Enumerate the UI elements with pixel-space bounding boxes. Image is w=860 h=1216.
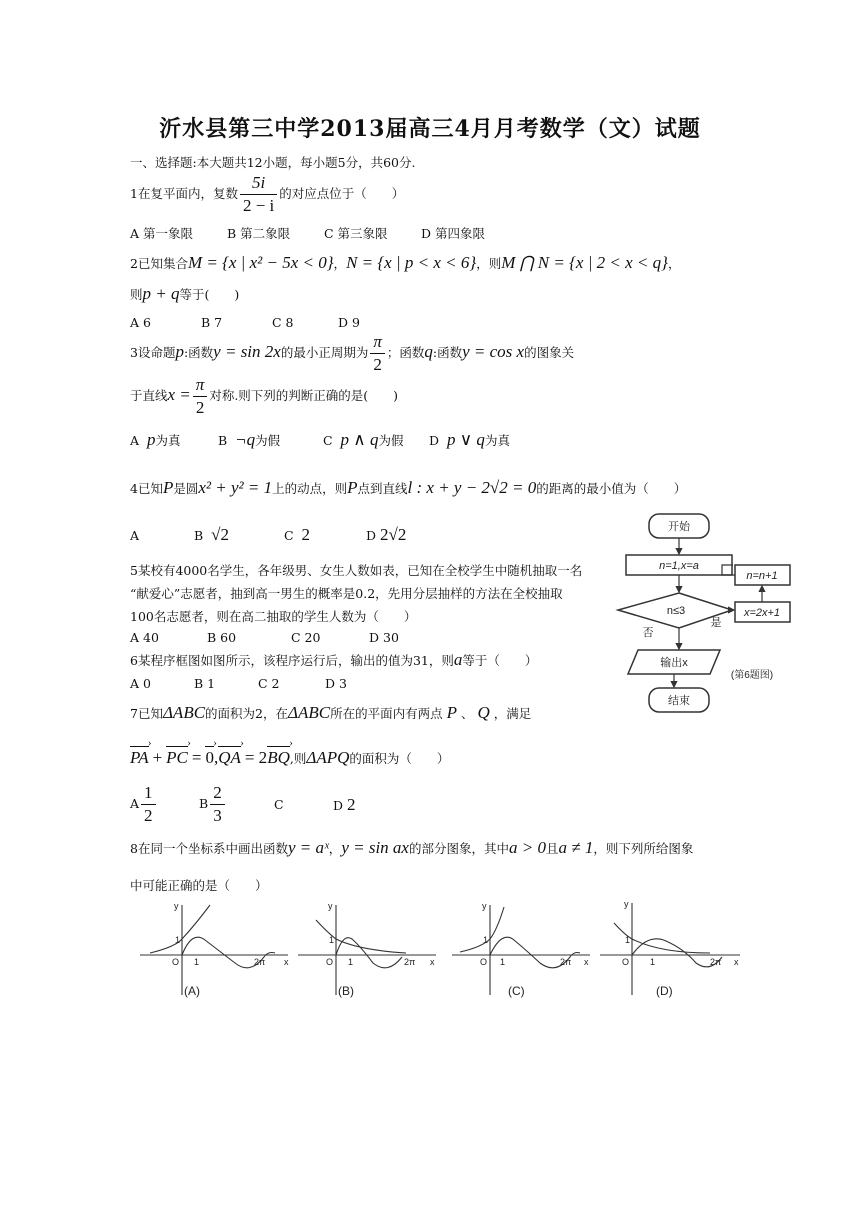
- flow-yes-label: 是: [710, 617, 722, 629]
- q5-line-3: 100名志愿者，则在高二抽取的学生人数为（ ）: [130, 609, 417, 624]
- q7-sep: 、: [460, 706, 474, 721]
- question-3: [130, 331, 574, 376]
- q5-line-2: “献爱心”志愿者，抽到高一男生的概率是0.2，先用分层抽样的方法在全校抽取: [130, 586, 563, 601]
- q6-a: a: [453, 650, 463, 669]
- q3-mid-2: ；函数: [386, 345, 425, 360]
- q3-colon-2: :函数: [432, 345, 463, 360]
- q4-suffix: 的距离的最小值为（ ）: [536, 481, 687, 496]
- flow-step1-label: n=n+1: [746, 570, 778, 582]
- q2-set-m: M = {x | x² − 5x < 0}: [187, 253, 334, 272]
- flowchart: [612, 508, 792, 718]
- q3-p: p: [175, 342, 184, 361]
- q7-p: P: [446, 703, 457, 722]
- q2-mid: ，则: [476, 256, 502, 271]
- q6-options: [130, 676, 347, 691]
- q7-q: Q: [477, 703, 490, 722]
- q3-function-2: y = cos x: [462, 342, 525, 361]
- q7-mid-2: 所在的平面内有两点: [330, 706, 443, 721]
- graph-b-two-pi: 2π: [404, 957, 416, 967]
- q3-option-d-label: D: [429, 433, 440, 448]
- flow-init-label: n=1,x=a: [659, 560, 699, 572]
- q2-option-c[interactable]: C 8: [272, 315, 294, 330]
- q4-mid-1: 是圆: [173, 481, 199, 496]
- q7-prefix: 7已知: [130, 706, 163, 721]
- graph-b-one-x: 1: [348, 957, 354, 967]
- graph-b-label: (B): [338, 984, 354, 998]
- q7-triangle-apq: ΔAPQ: [306, 748, 350, 767]
- q3-prefix: 3设命题: [130, 345, 176, 360]
- q5-options: [130, 630, 399, 645]
- q1-option-c[interactable]: C 第三象限: [324, 226, 388, 241]
- q1-option-d[interactable]: D 第四象限: [421, 226, 485, 241]
- q2-comma: ，: [333, 256, 347, 271]
- q3-mid-1: 的最小正周期为: [280, 345, 369, 360]
- question-1: [130, 172, 404, 217]
- q7-option-b-den: 3: [213, 806, 222, 825]
- q7-option-b[interactable]: [199, 782, 274, 827]
- q7-option-d-label: D: [333, 797, 344, 813]
- q4-option-c-label: C: [284, 528, 294, 543]
- q8-function-1: y = aˣ: [287, 838, 329, 857]
- q3-option-d-math: p ∨ q: [446, 430, 485, 449]
- flow-start-label: 开始: [668, 521, 690, 533]
- q3-option-a-math: p: [146, 430, 156, 449]
- q2-options: [130, 315, 360, 330]
- q3-option-a-text: 为真: [155, 433, 181, 448]
- q7-vector-qa: QA ›: [218, 748, 241, 768]
- graph-c-two-pi: 2π: [560, 957, 572, 967]
- q7-option-d[interactable]: [333, 795, 356, 815]
- q7-option-d-math: 2: [347, 794, 356, 814]
- graph-b[interactable]: [298, 901, 436, 998]
- graph-a-x-label: x: [284, 957, 289, 967]
- q3-line2-den: 2: [195, 398, 205, 417]
- q7-option-c-label: C: [274, 797, 284, 812]
- q7-equals: =: [191, 748, 202, 767]
- q2-prefix: 2已知集合: [130, 256, 188, 271]
- q1-options: [130, 224, 485, 242]
- q8-mid: 的部分图象，其中: [408, 841, 509, 856]
- q3-line2-prefix: 于直线: [130, 388, 168, 403]
- flow-condition-label: n≤3: [666, 605, 686, 617]
- graph-a-label: (A): [184, 984, 200, 998]
- q4-option-d[interactable]: [366, 525, 406, 545]
- q7-equals-2: = 2: [244, 748, 268, 767]
- q5-option-b[interactable]: B 60: [207, 630, 237, 645]
- q8-and: 且: [545, 841, 559, 856]
- question-6: [130, 650, 537, 670]
- q6-option-d[interactable]: D 3: [325, 676, 347, 691]
- question-3-line2: [130, 374, 398, 419]
- graph-a-y-label: y: [174, 901, 179, 911]
- q2-set-n: N = {x | p < x < 6}: [346, 253, 477, 272]
- q2-line2-suffix: 等于( ): [179, 287, 240, 302]
- graph-d-x-label: x: [734, 957, 739, 967]
- q2-option-b[interactable]: B 7: [201, 315, 223, 330]
- q7-option-a-fraction: [141, 782, 156, 827]
- q3-option-b[interactable]: [218, 430, 323, 450]
- question-2-line2: [130, 284, 239, 304]
- q3-option-c-math: p ∧ q: [340, 430, 379, 449]
- q4-option-d-label: D: [366, 528, 377, 543]
- q4-option-b-label: B: [194, 528, 204, 543]
- question-4: [130, 478, 686, 498]
- q7-option-c[interactable]: [274, 797, 333, 812]
- q8-function-2: y = sin ax: [341, 838, 409, 857]
- q4-options: [130, 525, 406, 545]
- q3-option-d[interactable]: [429, 430, 510, 450]
- q3-colon-1: :函数: [183, 345, 214, 360]
- q4-option-c-math: 2: [301, 525, 311, 544]
- q1-denominator: 2 − i: [242, 196, 275, 215]
- q3-fraction-num: π: [370, 331, 385, 354]
- q8-comma: ，: [328, 841, 342, 856]
- q7-option-b-fraction: [210, 782, 225, 827]
- q4-option-b-math: √2: [211, 525, 229, 544]
- q7-options: [130, 782, 356, 827]
- graph-d[interactable]: [600, 899, 740, 998]
- graph-a-one: 1: [175, 935, 181, 945]
- graph-a-two-pi: 2π: [254, 957, 266, 967]
- graph-c[interactable]: [452, 901, 590, 998]
- q7-option-a-den: 2: [144, 806, 153, 825]
- q8-graphs: [130, 895, 750, 1005]
- q3-option-b-text: 为假: [255, 433, 281, 448]
- q8-condition-2: a ≠ 1: [558, 838, 594, 857]
- q3-options: [130, 430, 510, 450]
- graph-d-origin: O: [622, 957, 630, 967]
- flow-caption: (第6题图): [730, 670, 774, 681]
- flow-no-label: 否: [642, 627, 654, 639]
- q3-fraction: [370, 331, 385, 376]
- q2-end: ，: [667, 256, 681, 271]
- q7-option-a-num: 1: [141, 782, 156, 805]
- graph-b-sin-curve: [336, 938, 402, 968]
- q4-option-c[interactable]: [284, 525, 366, 545]
- q8-line-2: 中可能正确的是（ ）: [130, 878, 268, 893]
- q7-mid-1: 的面积为2，在: [205, 706, 289, 721]
- q3-option-c-label: C: [323, 433, 333, 448]
- q3-option-a-label: A: [130, 433, 140, 448]
- q1-suffix: 的对应点位于（ ）: [279, 186, 405, 201]
- q4-mid-3: 点到直线: [357, 481, 408, 496]
- question-8: [130, 838, 693, 858]
- q7-suffix: ，满足: [493, 706, 532, 721]
- q5-option-c[interactable]: C 20: [291, 630, 321, 645]
- q3-line2-suffix: 对称.则下列的判断正确的是( ): [209, 388, 399, 403]
- question-2: [130, 253, 680, 273]
- q5-option-a[interactable]: A 40: [130, 630, 159, 645]
- q3-fraction-den: 2: [373, 355, 382, 374]
- q3-option-d-text: 为真: [484, 433, 510, 448]
- q1-fraction: [240, 172, 277, 217]
- q4-option-b[interactable]: [194, 525, 284, 545]
- graph-c-y-label: y: [482, 901, 487, 911]
- graph-c-x-label: x: [584, 957, 589, 967]
- q1-numerator: 5i: [240, 172, 277, 195]
- question-7: [130, 703, 531, 723]
- q4-option-d-math: 2√2: [380, 525, 407, 544]
- q6-prefix: 6某程序框图如图所示，该程序运行后，输出的值为31，则: [130, 653, 454, 668]
- q8-prefix: 8在同一个坐标系中画出函数: [130, 841, 288, 856]
- q4-p: P: [162, 478, 174, 497]
- q3-function-1: y = sin 2x: [213, 342, 281, 361]
- q7-vector-pc: PC ›: [166, 748, 188, 768]
- q4-option-a-label: A: [130, 528, 140, 543]
- q8-suffix: ，则下列所给图象: [593, 841, 694, 856]
- graph-a-one-x: 1: [194, 957, 200, 967]
- q7-option-b-num: 2: [210, 782, 225, 805]
- q7-triangle-2: ΔABC: [288, 703, 331, 722]
- q3-q: q: [424, 342, 433, 361]
- graph-b-origin: O: [326, 957, 334, 967]
- graph-a-exp-curve: [150, 905, 210, 953]
- q7-line2-suffix: 的面积为（ ）: [349, 751, 450, 766]
- q7-comma: ,: [213, 748, 219, 767]
- q2-option-d[interactable]: D 9: [338, 315, 360, 330]
- graph-b-y-label: y: [328, 901, 333, 911]
- graph-c-label: (C): [508, 984, 525, 998]
- q6-option-a[interactable]: A 0: [130, 676, 151, 691]
- flow-output-label: 输出x: [660, 657, 688, 669]
- flow-end-label: 结束: [668, 695, 690, 707]
- graph-c-one-x: 1: [500, 957, 506, 967]
- graph-a-origin: O: [172, 957, 180, 967]
- q3-option-a[interactable]: [130, 430, 218, 450]
- q4-prefix: 4已知: [130, 481, 163, 496]
- q3-option-c-text: 为假: [378, 433, 404, 448]
- q4-p-2: P: [347, 478, 358, 497]
- q3-suffix: 的图象关: [524, 345, 575, 360]
- q2-line2-prefix: 则: [130, 287, 143, 302]
- q3-option-b-label: B: [218, 433, 228, 448]
- q2-option-a[interactable]: A 6: [130, 315, 151, 330]
- q2-intersection: M ⋂ N = {x | 2 < x < q}: [501, 253, 668, 272]
- q7-plus: +: [152, 748, 163, 767]
- q3-option-c[interactable]: [323, 430, 429, 450]
- q6-option-c[interactable]: C 2: [258, 676, 280, 691]
- q3-option-b-math: ¬q: [235, 430, 256, 449]
- q1-option-b[interactable]: B 第二象限: [227, 226, 291, 241]
- question-7-line2: [130, 748, 449, 768]
- q7-line2-mid: ,则: [289, 751, 307, 766]
- q1-prefix: 1在复平面内，复数: [130, 186, 238, 201]
- q7-option-a-label: A: [130, 796, 140, 811]
- q6-suffix: 等于（ ）: [462, 653, 538, 668]
- q3-line2-num: π: [193, 374, 208, 397]
- graph-d-y-label: y: [624, 899, 629, 909]
- q4-mid-2: 上的动点，则: [272, 481, 348, 496]
- q7-triangle-1: ΔABC: [162, 703, 206, 722]
- q3-line2-x: x =: [167, 385, 191, 404]
- q3-line2-fraction: [193, 374, 208, 419]
- q5-option-d[interactable]: D 30: [369, 630, 399, 645]
- graph-b-one: 1: [329, 935, 335, 945]
- graph-d-label: (D): [656, 984, 673, 998]
- graph-b-x-label: x: [430, 957, 435, 967]
- q5-line-1: 5某校有4000名学生，各年级男、女生人数如表，已知在全校学生中随机抽取一名: [130, 563, 583, 578]
- q7-vector-pa: PA ›: [130, 748, 149, 768]
- q1-option-a[interactable]: A 第一象限: [130, 226, 194, 241]
- q6-option-b[interactable]: B 1: [194, 676, 216, 691]
- section-heading: 一、选择题:本大题共12小题，每小题5分，共60分.: [130, 155, 416, 170]
- graph-a[interactable]: [140, 901, 289, 998]
- q7-vector-bq: BQ ›: [267, 748, 290, 768]
- q7-option-a[interactable]: [130, 782, 199, 827]
- q2-p-plus-q: p + q: [142, 284, 180, 303]
- flow-step2-label: x=2x+1: [743, 607, 781, 619]
- q4-option-a[interactable]: [130, 528, 194, 543]
- graph-c-exp-curve: [460, 907, 504, 952]
- q7-option-b-label: B: [199, 796, 209, 811]
- graph-c-one: 1: [483, 935, 489, 945]
- page-title: 沂水县第三中学2013届高三4月月考数学（文）试题: [159, 116, 701, 142]
- graph-c-origin: O: [480, 957, 488, 967]
- graph-d-two-pi: 2π: [710, 957, 722, 967]
- q4-line: l : x + y − 2√2 = 0: [407, 478, 537, 497]
- graph-d-one: 1: [625, 935, 631, 945]
- q4-circle: x² + y² = 1: [198, 478, 273, 497]
- q8-condition-1: a > 0: [508, 838, 546, 857]
- graph-d-one-x: 1: [650, 957, 656, 967]
- q7-zero-vector: 0 ›: [205, 748, 214, 768]
